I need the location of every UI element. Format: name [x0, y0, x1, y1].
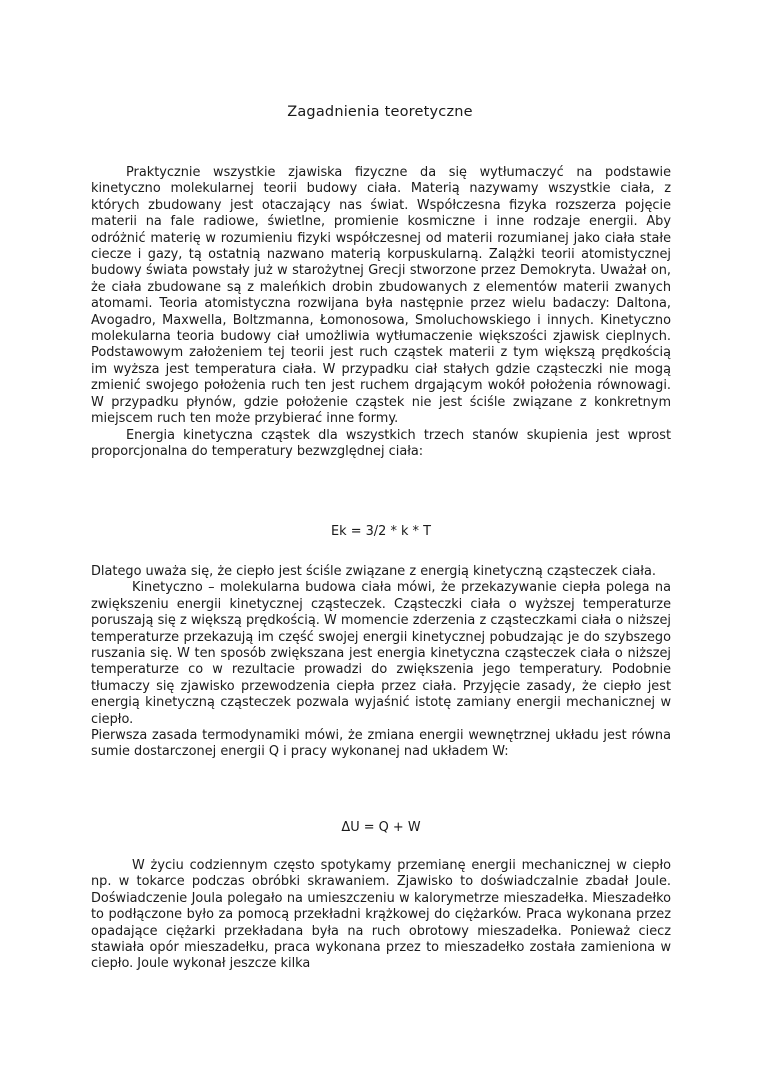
formula-first-law: ΔU = Q + W: [341, 820, 421, 835]
paragraph-5: Pierwsza zasada termodynamiki mówi, że zmiana energii wewnętrznej układu jest równa sumie dostarczonej energii Q i pracy wykonanej nad układem W:: [91, 728, 671, 760]
paragraph-6: W życiu codziennym często spotykamy przemianę energii mechanicznej w ciepło np. w tokarce podczas obróbki skrawaniem. Zjawisko to doświadczalnie zbadał Joule. Doświadczenie Joula polegało na umieszczeniu w kalorymetrze mieszadełka. Mieszadełko to podłączone było za pomocą przekładni krążkowej do ciężarków. Praca wykonana przez opadające ciężarki przekładana była na ruch obrotowy mieszadełka. Ponieważ ciecz stawiała opór mieszadełku, praca wykonana przez to mieszadełko została zamieniona w ciepło. Joule wykonał jeszcze kilka: [91, 858, 671, 972]
paragraph-3: Dlatego uważa się, że ciepło jest ściśle związane z energią kinetyczną cząsteczek ciała.: [91, 564, 656, 579]
body-block-3: [91, 858, 671, 973]
paragraph-2: Energia kinetyczna cząstek dla wszystkich trzech stanów skupienia jest wprost proporcjonalna do temperatury bezwzględnej ciała:: [91, 427, 671, 459]
body-block-2: [91, 564, 671, 761]
paragraph-4: Kinetyczno – molekularna budowa ciała mówi, że przekazywanie ciepła polega na zwiększeniu energii kinetycznej cząsteczek. Cząsteczki ciała o wyższej temperaturze poruszają się z większą prędkością. W momencie zderzenia z cząsteczkami ciała o niższej temperaturze przekazują im część swojej energii kinetycznej pobudzając je do szybszego ruszania się. W ten sposób zwiększana jest energia kinetyczna cząsteczek ciała o niższej temperaturze co w rezultacie prowadzi do zwiększenia jego temperatury. Podobnie tłumaczy się zjawisko przewodzenia ciepła przez ciała. Przyjęcie zasady, że ciepło jest energią kinetyczną cząsteczek pozwala wyjaśnić istotę zamiany energii mechanicznej w ciepło.: [91, 580, 671, 727]
formula-kinetic-energy: Ek = 3/2 * k * T: [331, 524, 431, 539]
paragraph-1: Praktycznie wszystkie zjawiska fizyczne da się wytłumaczyć na podstawie kinetyczno molekularnej teorii budowy ciała. Materią nazywamy wszystkie ciała, z których zbudowany jest otaczający nas świat. Współczesna fizyka rozszerza pojęcie materii na fale radiowe, świetlne, promienie kosmiczne i inne rodzaje energii. Aby odróżnić materię w rozumieniu fizyki współczesnej od materii rozumianej jako ciała stałe ciecze i gazy, tą ostatnią nazwano materią korpuskularną. Zalążki teorii atomistycznej budowy świata powstały już w starożytnej Grecji stworzone przez Demokryta. Uważał on, że ciała zbudowane są z maleńkich drobin zbudowanych z elementów materii zwanych atomami. Teoria atomistyczna rozwijana była następnie przez wielu badaczy: Daltona, Avogadro, Maxwella, Boltzmanna, Łomonosowa, Smoluchowskiego i innych. Kinetyczno molekularna teoria budowy ciał umożliwia wytłumaczenie większości zjawisk cieplnych. Podstawowym założeniem tej teorii jest ruch cząstek materii z tym większą prędkością im wyższa jest temperatura ciała. W przypadku ciał stałych gdzie cząsteczki nie mogą zmienić swojego położenia ruch ten jest ruchem drgającym wokół położenia równowagi. W przypadku płynów, gdzie położenie cząstek nie jest ściśle związane z konkretnym miejscem ruch ten może przybierać inne formy.: [91, 165, 671, 427]
page-title: Zagadnienia teoretyczne: [287, 104, 473, 120]
body-block-1: [91, 165, 671, 460]
